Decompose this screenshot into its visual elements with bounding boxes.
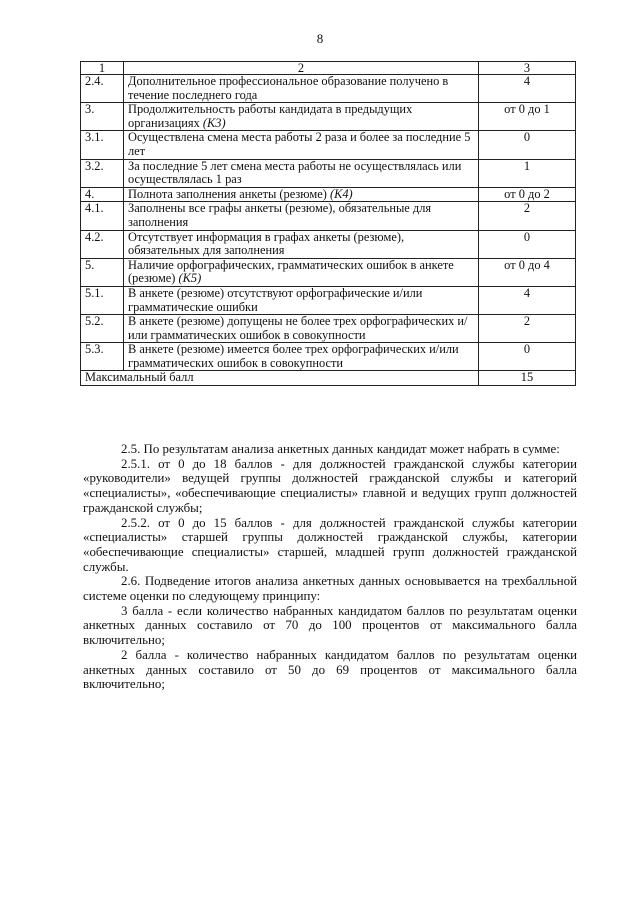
criterion-text: Отсутствует информация в графах анкеты (резюме), обязательных для заполнения xyxy=(124,230,479,258)
table-header-cell: 3 xyxy=(479,62,576,75)
score-value: 0 xyxy=(479,131,576,159)
score-value: 2 xyxy=(479,315,576,343)
paragraph: 2 балла - количество набранных кандидатом баллов по результатам оценки анкетных данных составило от 50 до 69 процентов от максимального балла включительно; xyxy=(83,647,577,692)
criterion-text: Дополнительное профессиональное образование получено в течение последнего года xyxy=(124,75,479,103)
paragraph: 2.5.2. от 0 до 15 баллов - для должностей гражданской службы категории «специалисты» старшей группы должностей гражданской службы, категории «обеспечивающие специалисты» старшей, младшей групп должностей гражданской службы. xyxy=(83,515,577,574)
table-row xyxy=(81,159,576,187)
row-number: 3.1. xyxy=(81,131,124,159)
row-number: 4.2. xyxy=(81,230,124,258)
table-row xyxy=(81,315,576,343)
page-number: 8 xyxy=(316,31,324,46)
row-number: 2.4. xyxy=(81,75,124,103)
coefficient-label: (К4) xyxy=(329,186,353,201)
row-number: 3. xyxy=(81,103,124,131)
table-row xyxy=(81,131,576,159)
total-label: Максимальный балл xyxy=(81,371,479,386)
criterion-text: В анкете (резюме) имеется более трех орфографических и/или грамматических ошибок в совокупности xyxy=(124,343,479,371)
table-total-row xyxy=(81,371,576,386)
criterion-text: Наличие орфографических, грамматических ошибок в анкете (резюме) (К5) xyxy=(124,258,479,286)
paragraph: 2.5.1. от 0 до 18 баллов - для должностей гражданской службы категории «руководители» ведущей группы должностей гражданской службы и категорий «специалисты», «обеспечивающие специалисты» главной и ведущих групп должностей гражданской службы; xyxy=(83,456,577,515)
table-row xyxy=(81,343,576,371)
score-value: от 0 до 2 xyxy=(479,187,576,202)
table-row xyxy=(81,103,576,131)
table-row xyxy=(81,75,576,103)
table-header-cell: 2 xyxy=(124,62,479,75)
row-number: 4.1. xyxy=(81,202,124,230)
paragraph: 2.6. Подведение итогов анализа анкетных данных основывается на трехбалльной системе оценки по следующему принципу: xyxy=(83,574,577,604)
coefficient-label: (К5) xyxy=(178,271,202,286)
total-value: 15 xyxy=(479,371,576,386)
table-row xyxy=(81,258,576,286)
table-row xyxy=(81,230,576,258)
score-value: 0 xyxy=(479,230,576,258)
criterion-text: В анкете (резюме) допущены не более трех орфографических и/или грамматических ошибок в совокупности xyxy=(124,315,479,343)
table-header-row xyxy=(81,62,576,75)
paragraph: 2.5. По результатам анализа анкетных данных кандидат может набрать в сумме: xyxy=(121,442,560,456)
score-value: 0 xyxy=(479,343,576,371)
criterion-text: Заполнены все графы анкеты (резюме), обязательные для заполнения xyxy=(124,202,479,230)
row-number: 5.2. xyxy=(81,315,124,343)
paragraph: 3 балла - если количество набранных кандидатом баллов по результатам оценки анкетных данных составило от 70 до 100 процентов от максимального балла включительно; xyxy=(83,603,577,648)
row-number: 5. xyxy=(81,258,124,286)
criterion-text: За последние 5 лет смена места работы не осуществлялась или осуществлялась 1 раз xyxy=(124,159,479,187)
criterion-text: В анкете (резюме) отсутствуют орфографические и/или грамматические ошибки xyxy=(124,286,479,314)
score-value: 1 xyxy=(479,159,576,187)
score-value: 4 xyxy=(479,75,576,103)
criterion-text: Полнота заполнения анкеты (резюме) (К4) xyxy=(124,187,479,202)
table-row xyxy=(81,286,576,314)
score-value: от 0 до 4 xyxy=(479,258,576,286)
scoring-table xyxy=(80,61,576,386)
table-row xyxy=(81,202,576,230)
score-value: 2 xyxy=(479,202,576,230)
row-number: 4. xyxy=(81,187,124,202)
table-header-cell: 1 xyxy=(81,62,124,75)
coefficient-label: (К3) xyxy=(202,115,226,130)
score-value: от 0 до 1 xyxy=(479,103,576,131)
body-text xyxy=(83,442,577,692)
row-number: 5.3. xyxy=(81,343,124,371)
criterion-text: Осуществлена смена места работы 2 раза и более за последние 5 лет xyxy=(124,131,479,159)
row-number: 5.1. xyxy=(81,286,124,314)
score-value: 4 xyxy=(479,286,576,314)
criterion-text: Продолжительность работы кандидата в предыдущих организациях (К3) xyxy=(124,103,479,131)
table-row xyxy=(81,187,576,202)
row-number: 3.2. xyxy=(81,159,124,187)
